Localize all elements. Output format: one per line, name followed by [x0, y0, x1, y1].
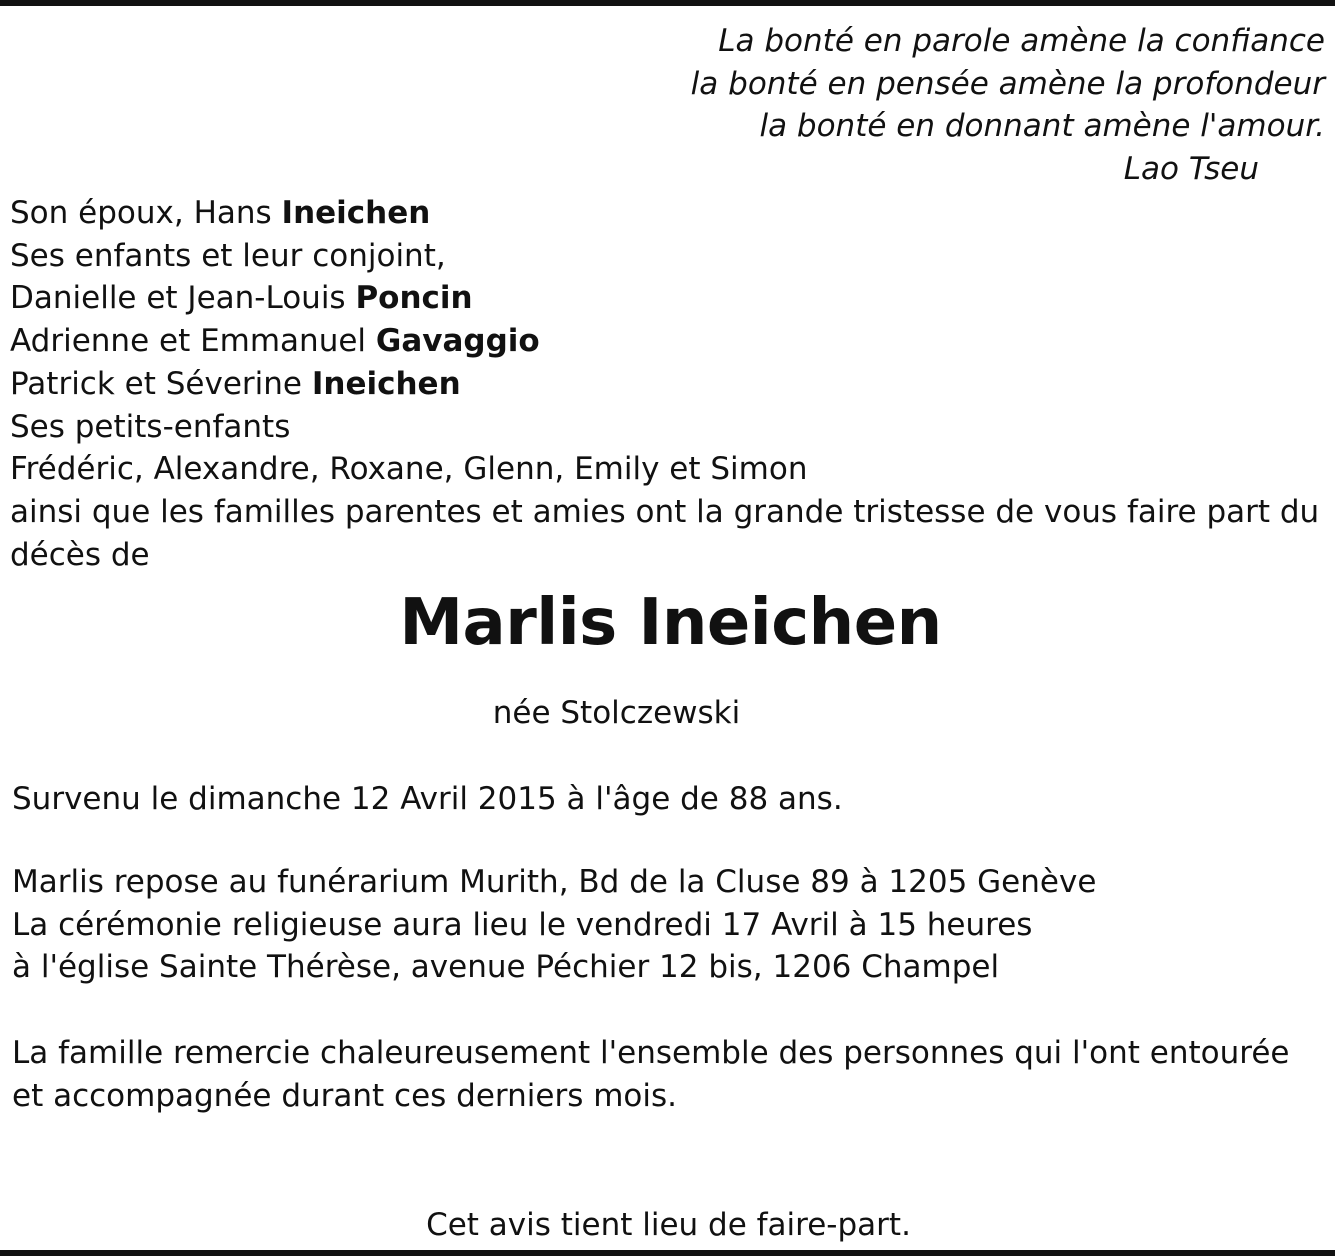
thanks-text: La famille remercie chaleureusement l'ensemble des personnes qui l'ont entourée et accompagnée durant ces derniers mois.: [12, 1035, 1290, 1114]
family-line: [10, 406, 1325, 449]
thanks-info: [12, 1032, 1327, 1117]
family-line-text: Patrick et Séverine: [10, 365, 312, 402]
family-surname: Ineichen: [311, 365, 461, 402]
announcement-text: ainsi que les familles parentes et amies ont la grande tristesse de vous faire part du décès de: [10, 493, 1320, 573]
family-surname: Gavaggio: [375, 323, 540, 360]
epigraph-line: la bonté en donnant amène l'amour.: [759, 108, 1325, 144]
ceremony-text: La cérémonie religieuse aura lieu le vendredi 17 Avril à 15 heures: [12, 906, 1033, 943]
family-line-text: Danielle et Jean-Louis: [10, 280, 356, 317]
top-border-rule: [0, 0, 1335, 6]
family-line: [10, 277, 1325, 320]
ceremony-info: [12, 861, 1327, 989]
bottom-border-rule: [0, 1250, 1335, 1256]
family-line-text: Ses petits-enfants: [10, 408, 291, 445]
epigraph-line: la bonté en pensée amène la profondeur: [690, 65, 1325, 102]
deceased-name: Marlis Ineichen: [399, 586, 942, 660]
epigraph-line: La bonté en parole amène la confiance: [718, 23, 1325, 59]
family-line: [10, 192, 1325, 235]
family-surname: Ineichen: [281, 195, 431, 231]
family-line: [10, 448, 1325, 491]
family-line-text: Adrienne et Emmanuel: [10, 323, 376, 360]
family-line: [10, 320, 1325, 363]
death-date-text: Survenu le dimanche 12 Avril 2015 à l'âge de 88 ans.: [12, 781, 843, 817]
family-line-text: Frédéric, Alexandre, Roxane, Glenn, Emily et Simon: [10, 451, 808, 488]
family-line-text: Ses enfants et leur conjoint,: [10, 237, 446, 274]
family-line: [10, 363, 1325, 406]
epigraph-quote: [691, 20, 1325, 190]
epigraph-author: Lao Tseu: [1123, 150, 1259, 187]
family-surname: Poncin: [355, 280, 473, 317]
family-line: [10, 235, 1325, 278]
footer-note: Cet avis tient lieu de faire-part.: [426, 1207, 911, 1243]
funeral-home-text: Marlis repose au funérarium Murith, Bd de la Cluse 89 à 1205 Genève: [12, 864, 1097, 900]
church-text: à l'église Sainte Thérèse, avenue Péchier 12 bis, 1206 Champel: [12, 949, 1000, 986]
maiden-name: née Stolczewski: [492, 695, 741, 731]
family-list: [10, 192, 1325, 576]
family-line-text: Son époux, Hans: [10, 195, 282, 231]
death-info: [12, 778, 1327, 821]
